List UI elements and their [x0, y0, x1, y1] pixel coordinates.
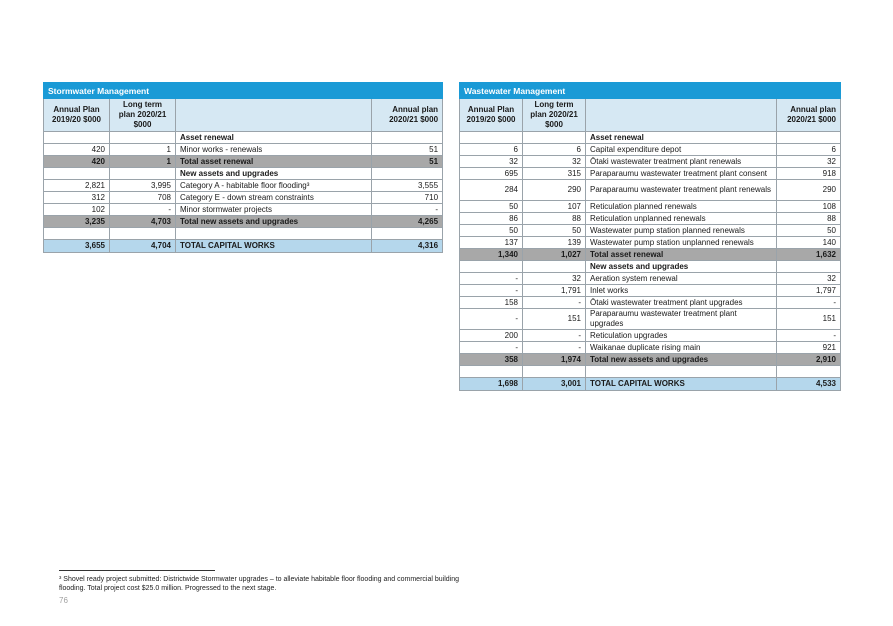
ww-item-label: Reticulation upgrades: [586, 330, 777, 342]
ww-long-term-plan-cell: [523, 366, 586, 378]
ww-item-label: Wastewater pump station planned renewals: [586, 225, 777, 237]
sw-annual-plan-2019-cell: 2,821: [44, 180, 110, 192]
stormwater-rows: [44, 132, 443, 253]
ww-annual-plan-2020-cell: 290: [777, 180, 841, 201]
ww-long-term-plan-cell: 1,974: [523, 354, 586, 366]
ww-long-term-plan-cell: -: [523, 342, 586, 354]
ww-annual-plan-2020-cell: 88: [777, 213, 841, 225]
page-number: 76: [59, 596, 68, 605]
ww-annual-plan-2020-cell: [777, 366, 841, 378]
ww-long-term-plan-cell: 315: [523, 168, 586, 180]
ww-annual-plan-2019-cell: 358: [460, 354, 523, 366]
ww-long-term-plan-cell: 1,791: [523, 285, 586, 297]
sw-long-term-plan-cell: 4,704: [110, 240, 176, 253]
ww-annual-plan-2019-cell: 200: [460, 330, 523, 342]
ww-header-blank: [586, 99, 777, 132]
sw-item-label: Minor stormwater projects: [176, 204, 372, 216]
ww-long-term-plan-cell: -: [523, 297, 586, 309]
ww-table-row: [460, 366, 841, 378]
ww-annual-plan-2020-cell: 108: [777, 201, 841, 213]
ww-table-row: [460, 330, 841, 342]
ww-item-label: Asset renewal: [586, 132, 777, 144]
ww-annual-plan-2019-cell: 50: [460, 225, 523, 237]
ww-annual-plan-2019-cell: [460, 366, 523, 378]
ww-item-label: Capital expenditure depot: [586, 144, 777, 156]
ww-annual-plan-2020-cell: 918: [777, 168, 841, 180]
ww-table-row: [460, 225, 841, 237]
ww-table-row: [460, 180, 841, 201]
ww-annual-plan-2020-cell: 1,632: [777, 249, 841, 261]
sw-header-annual-plan-2019: Annual Plan 2019/20 $000: [44, 99, 110, 132]
ww-item-label: Reticulation planned renewals: [586, 201, 777, 213]
sw-annual-plan-2020-cell: [372, 132, 443, 144]
ww-annual-plan-2020-cell: 921: [777, 342, 841, 354]
ww-item-label: Total asset renewal: [586, 249, 777, 261]
sw-item-label: Category E - down stream constraints: [176, 192, 372, 204]
ww-item-label: Paraparaumu wastewater treatment plant renewals: [586, 180, 777, 201]
ww-table-row: [460, 168, 841, 180]
sw-header-long-term-plan: Long term plan 2020/21 $000: [110, 99, 176, 132]
ww-item-label: Paraparaumu wastewater treatment plant consent: [586, 168, 777, 180]
footnote: ³ Shovel ready project submitted: Districtwide Stormwater upgrades – to alleviate habitable floor flooding and commercial building flooding. Total project cost $25.0 million. Progressed to the next stage.: [59, 576, 459, 592]
ww-annual-plan-2019-cell: 158: [460, 297, 523, 309]
ww-long-term-plan-cell: 151: [523, 309, 586, 330]
ww-annual-plan-2020-cell: 32: [777, 156, 841, 168]
sw-annual-plan-2019-cell: 3,235: [44, 216, 110, 228]
ww-long-term-plan-cell: 88: [523, 213, 586, 225]
ww-item-label: New assets and upgrades: [586, 261, 777, 273]
ww-item-label: [586, 366, 777, 378]
sw-annual-plan-2020-cell: 4,265: [372, 216, 443, 228]
footnote-divider: [59, 570, 215, 571]
ww-header-annual-plan-2019: Annual Plan 2019/20 $000: [460, 99, 523, 132]
sw-long-term-plan-cell: [110, 132, 176, 144]
ww-long-term-plan-cell: 107: [523, 201, 586, 213]
sw-annual-plan-2019-cell: 420: [44, 156, 110, 168]
sw-long-term-plan-cell: 708: [110, 192, 176, 204]
sw-table-row: [44, 216, 443, 228]
sw-item-label: Minor works - renewals: [176, 144, 372, 156]
sw-table-row: [44, 168, 443, 180]
ww-table-row: [460, 144, 841, 156]
ww-table-row: [460, 201, 841, 213]
sw-annual-plan-2020-cell: [372, 168, 443, 180]
ww-table-row: [460, 297, 841, 309]
ww-annual-plan-2019-cell: -: [460, 309, 523, 330]
sw-annual-plan-2019-cell: [44, 228, 110, 240]
sw-annual-plan-2020-cell: 3,555: [372, 180, 443, 192]
sw-item-label: Category A - habitable floor flooding³: [176, 180, 372, 192]
ww-long-term-plan-cell: -: [523, 330, 586, 342]
ww-annual-plan-2020-cell: 6: [777, 144, 841, 156]
sw-item-label: Asset renewal: [176, 132, 372, 144]
sw-item-label: [176, 228, 372, 240]
ww-table-row: [460, 273, 841, 285]
sw-annual-plan-2020-cell: [372, 228, 443, 240]
sw-annual-plan-2020-cell: -: [372, 204, 443, 216]
sw-annual-plan-2019-cell: [44, 132, 110, 144]
ww-annual-plan-2019-cell: 137: [460, 237, 523, 249]
ww-annual-plan-2019-cell: -: [460, 342, 523, 354]
ww-item-label: TOTAL CAPITAL WORKS: [586, 378, 777, 391]
ww-annual-plan-2019-cell: [460, 261, 523, 273]
ww-table-row: [460, 249, 841, 261]
sw-long-term-plan-cell: -: [110, 204, 176, 216]
ww-item-label: Paraparaumu wastewater treatment plant upgrades: [586, 309, 777, 330]
ww-item-label: Total new assets and upgrades: [586, 354, 777, 366]
sw-header-annual-plan-2020: Annual plan 2020/21 $000: [372, 99, 443, 132]
ww-long-term-plan-cell: 290: [523, 180, 586, 201]
ww-long-term-plan-cell: 50: [523, 225, 586, 237]
ww-table-row: [460, 342, 841, 354]
sw-table-row: [44, 180, 443, 192]
ww-annual-plan-2020-cell: -: [777, 330, 841, 342]
ww-annual-plan-2019-cell: 86: [460, 213, 523, 225]
ww-table-row: [460, 237, 841, 249]
ww-table-row: [460, 309, 841, 330]
sw-item-label: Total asset renewal: [176, 156, 372, 168]
ww-item-label: Reticulation unplanned renewals: [586, 213, 777, 225]
ww-long-term-plan-cell: 32: [523, 273, 586, 285]
sw-annual-plan-2019-cell: 420: [44, 144, 110, 156]
sw-annual-plan-2020-cell: 710: [372, 192, 443, 204]
ww-annual-plan-2020-cell: -: [777, 297, 841, 309]
ww-table-row: [460, 378, 841, 391]
ww-item-label: Waikanae duplicate rising main: [586, 342, 777, 354]
ww-annual-plan-2020-cell: 140: [777, 237, 841, 249]
ww-item-label: Ōtaki wastewater treatment plant upgrades: [586, 297, 777, 309]
ww-table-row: [460, 285, 841, 297]
ww-long-term-plan-cell: 32: [523, 156, 586, 168]
sw-long-term-plan-cell: 1: [110, 144, 176, 156]
ww-item-label: Wastewater pump station unplanned renewals: [586, 237, 777, 249]
sw-table-row: [44, 144, 443, 156]
ww-annual-plan-2019-cell: 50: [460, 201, 523, 213]
ww-long-term-plan-cell: 6: [523, 144, 586, 156]
ww-long-term-plan-cell: [523, 261, 586, 273]
ww-header-long-term-plan: Long term plan 2020/21 $000: [523, 99, 586, 132]
ww-annual-plan-2019-cell: 695: [460, 168, 523, 180]
ww-annual-plan-2019-cell: 1,340: [460, 249, 523, 261]
ww-annual-plan-2020-cell: 2,910: [777, 354, 841, 366]
sw-table-row: [44, 228, 443, 240]
ww-annual-plan-2019-cell: 1,698: [460, 378, 523, 391]
sw-table-row: [44, 204, 443, 216]
sw-table-row: [44, 240, 443, 253]
ww-long-term-plan-cell: 1,027: [523, 249, 586, 261]
ww-annual-plan-2020-cell: [777, 132, 841, 144]
ww-annual-plan-2019-cell: -: [460, 273, 523, 285]
ww-item-label: Aeration system renewal: [586, 273, 777, 285]
ww-annual-plan-2020-cell: 1,797: [777, 285, 841, 297]
ww-annual-plan-2019-cell: 6: [460, 144, 523, 156]
ww-annual-plan-2019-cell: [460, 132, 523, 144]
sw-long-term-plan-cell: [110, 228, 176, 240]
ww-long-term-plan-cell: 139: [523, 237, 586, 249]
ww-annual-plan-2019-cell: -: [460, 285, 523, 297]
sw-annual-plan-2019-cell: [44, 168, 110, 180]
sw-annual-plan-2019-cell: 312: [44, 192, 110, 204]
sw-annual-plan-2019-cell: 102: [44, 204, 110, 216]
sw-table-row: [44, 132, 443, 144]
sw-table-row: [44, 192, 443, 204]
ww-annual-plan-2020-cell: 151: [777, 309, 841, 330]
stormwater-title: Stormwater Management: [44, 83, 443, 99]
ww-long-term-plan-cell: 3,001: [523, 378, 586, 391]
sw-long-term-plan-cell: 3,995: [110, 180, 176, 192]
ww-annual-plan-2020-cell: 32: [777, 273, 841, 285]
ww-table-row: [460, 156, 841, 168]
sw-header-blank: [176, 99, 372, 132]
ww-table-row: [460, 213, 841, 225]
sw-annual-plan-2020-cell: 51: [372, 144, 443, 156]
sw-long-term-plan-cell: 1: [110, 156, 176, 168]
ww-long-term-plan-cell: [523, 132, 586, 144]
sw-annual-plan-2020-cell: 4,316: [372, 240, 443, 253]
sw-table-row: [44, 156, 443, 168]
ww-item-label: Inlet works: [586, 285, 777, 297]
sw-item-label: New assets and upgrades: [176, 168, 372, 180]
sw-long-term-plan-cell: [110, 168, 176, 180]
ww-annual-plan-2019-cell: 284: [460, 180, 523, 201]
wastewater-table: [459, 82, 841, 391]
wastewater-title: Wastewater Management: [460, 83, 841, 99]
ww-table-row: [460, 354, 841, 366]
ww-table-row: [460, 261, 841, 273]
wastewater-rows: [460, 132, 841, 391]
sw-long-term-plan-cell: 4,703: [110, 216, 176, 228]
ww-item-label: Ōtaki wastewater treatment plant renewals: [586, 156, 777, 168]
ww-annual-plan-2020-cell: 50: [777, 225, 841, 237]
ww-annual-plan-2019-cell: 32: [460, 156, 523, 168]
ww-annual-plan-2020-cell: [777, 261, 841, 273]
stormwater-table: [43, 82, 443, 253]
ww-table-row: [460, 132, 841, 144]
ww-annual-plan-2020-cell: 4,533: [777, 378, 841, 391]
sw-annual-plan-2019-cell: 3,655: [44, 240, 110, 253]
sw-item-label: Total new assets and upgrades: [176, 216, 372, 228]
sw-item-label: TOTAL CAPITAL WORKS: [176, 240, 372, 253]
ww-header-annual-plan-2020: Annual plan 2020/21 $000: [777, 99, 841, 132]
sw-annual-plan-2020-cell: 51: [372, 156, 443, 168]
